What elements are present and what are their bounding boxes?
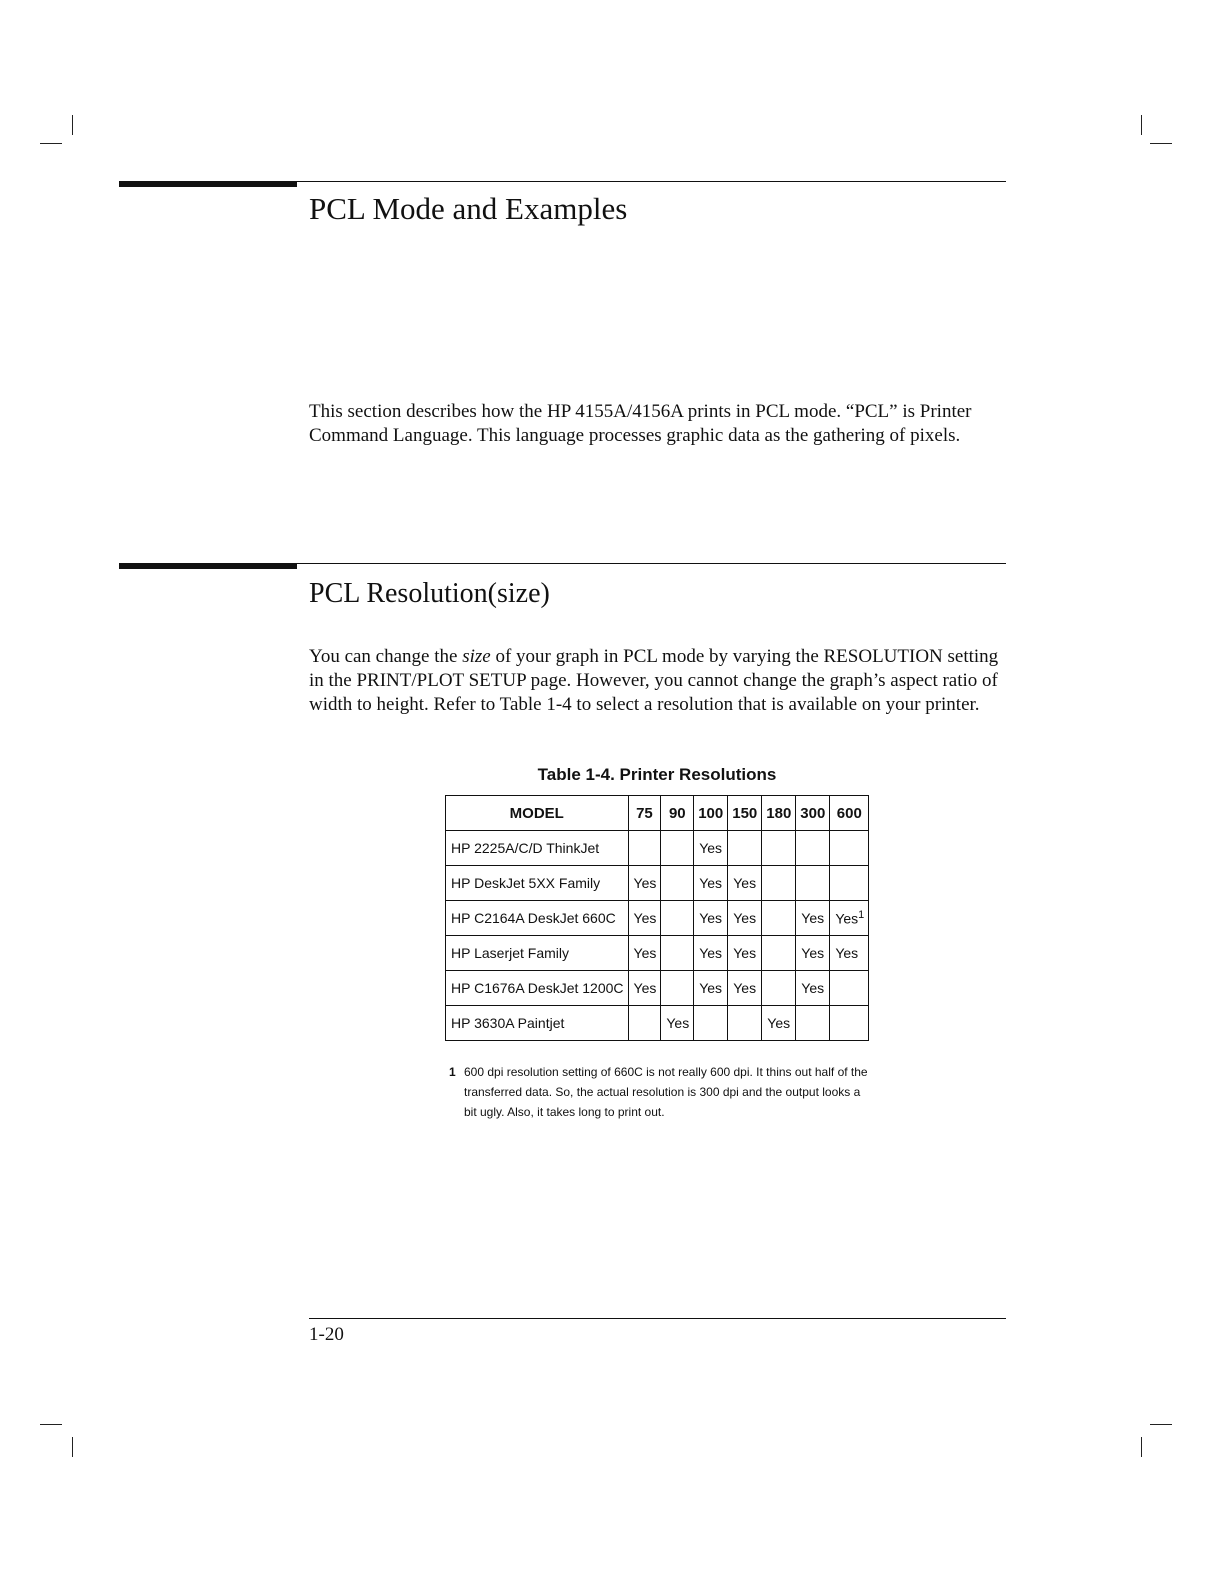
table-cell: Yes — [628, 866, 661, 901]
intro-paragraph: This section describes how the HP 4155A/4156A prints in PCL mode. “PCL” is Printer Command Language. This language processes graphic data as the gathering of pixels. — [309, 401, 972, 446]
section-title: PCL Resolution(size) — [309, 578, 550, 609]
resolution-paragraph — [309, 645, 1009, 717]
section-rule-thin — [297, 181, 1006, 182]
table-cell: Yes — [628, 936, 661, 971]
footnote-reference: 1 — [858, 909, 865, 922]
table-cell — [762, 866, 796, 901]
crop-mark-bl-h — [40, 1424, 62, 1425]
model-cell: HP DeskJet 5XX Family — [446, 866, 629, 901]
printer-resolutions-table — [445, 795, 869, 1041]
crop-mark-br-v — [1141, 1437, 1142, 1457]
table-cell: Yes — [694, 831, 728, 866]
table-cell — [661, 901, 694, 936]
table-cell — [728, 1006, 762, 1041]
table-cell: Yes — [628, 901, 661, 936]
para-text: You can change the — [309, 646, 463, 667]
table-cell — [762, 901, 796, 936]
table-cell: Yes — [661, 1006, 694, 1041]
page-number: 1-20 — [309, 1324, 344, 1345]
table-cell — [762, 831, 796, 866]
table-cell — [661, 936, 694, 971]
table-cell — [830, 971, 869, 1006]
section-rule-thick — [119, 563, 297, 569]
footnote-number: 1 — [449, 1065, 456, 1079]
table-cell: Yes — [830, 936, 869, 971]
column-header: 600 — [830, 796, 869, 831]
crop-mark-tl-v — [72, 115, 73, 135]
table-cell — [728, 831, 762, 866]
table-row — [446, 1006, 869, 1041]
table-cell — [796, 831, 830, 866]
section-rule-thick — [119, 181, 297, 187]
table-row — [446, 866, 869, 901]
table-cell: Yes — [694, 901, 728, 936]
table-cell: Yes — [728, 936, 762, 971]
table-cell — [796, 866, 830, 901]
table-cell — [661, 971, 694, 1006]
cell-value: Yes — [835, 910, 859, 927]
crop-mark-bl-v — [72, 1437, 73, 1457]
column-header: MODEL — [446, 796, 629, 831]
table-caption: Table 1-4. Printer Resolutions — [537, 765, 777, 784]
table-cell: Yes — [796, 936, 830, 971]
table-row — [446, 831, 869, 866]
column-header: 75 — [628, 796, 661, 831]
model-cell: HP Laserjet Family — [446, 936, 629, 971]
table-cell: Yes — [628, 971, 661, 1006]
table-cell — [661, 866, 694, 901]
table-cell: Yes — [694, 971, 728, 1006]
crop-mark-tr-h — [1150, 143, 1172, 144]
table-cell — [628, 831, 661, 866]
table-cell — [628, 1006, 661, 1041]
table-row — [446, 971, 869, 1006]
table-cell — [661, 831, 694, 866]
table-header-row — [446, 796, 869, 831]
table-row — [446, 936, 869, 971]
table-cell: Yes — [694, 936, 728, 971]
table-cell: Yes — [694, 866, 728, 901]
section-title: PCL Mode and Examples — [309, 191, 628, 226]
table-cell: Yes — [762, 1006, 796, 1041]
para-emphasis: size — [462, 646, 491, 667]
table-cell: Yes — [796, 971, 830, 1006]
table-row — [446, 901, 869, 936]
table-cell — [762, 971, 796, 1006]
crop-mark-tl-h — [40, 143, 62, 144]
table-cell — [796, 1006, 830, 1041]
footnote-text: 600 dpi resolution setting of 660C is not really 600 dpi. It thins out half of the transferred data. So, the actual resolution is 300 dpi and the output looks a bit ugly. Also, it takes long to print out. — [464, 1065, 868, 1119]
crop-mark-tr-v — [1141, 115, 1142, 135]
model-cell: HP 3630A Paintjet — [446, 1006, 629, 1041]
model-cell: HP C2164A DeskJet 660C — [446, 901, 629, 936]
table-footnote — [449, 1062, 873, 1122]
section-rule-thin — [297, 563, 1006, 564]
column-header: 100 — [694, 796, 728, 831]
table-cell — [830, 901, 869, 936]
para-text: of your graph in PCL mode by varying the RESOLUTION setting in the PRINT/PLOT SETUP page. However, you cannot change the graph’s aspect ratio of width to height. Refer to Table 1-4 to select a resolution that is available on your printer. — [309, 646, 999, 715]
table-cell — [830, 866, 869, 901]
column-header: 90 — [661, 796, 694, 831]
model-cell: HP 2225A/C/D ThinkJet — [446, 831, 629, 866]
table-cell: Yes — [728, 866, 762, 901]
table-cell: Yes — [796, 901, 830, 936]
column-header: 300 — [796, 796, 830, 831]
column-header: 180 — [762, 796, 796, 831]
table-cell — [762, 936, 796, 971]
table-cell: Yes — [728, 971, 762, 1006]
crop-mark-br-h — [1150, 1424, 1172, 1425]
table-cell: Yes — [728, 901, 762, 936]
model-cell: HP C1676A DeskJet 1200C — [446, 971, 629, 1006]
table-cell — [694, 1006, 728, 1041]
table-cell — [830, 831, 869, 866]
column-header: 150 — [728, 796, 762, 831]
footer-rule — [309, 1318, 1006, 1319]
table-cell — [830, 1006, 869, 1041]
